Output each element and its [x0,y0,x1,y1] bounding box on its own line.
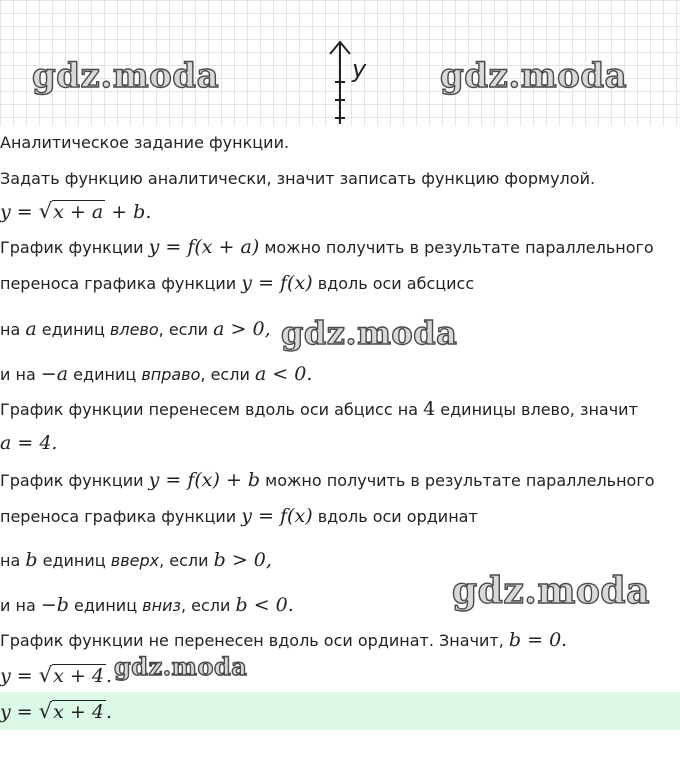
formula-lhs: y = [0,201,39,223]
text-line: a = 4. [0,432,58,454]
sqrt-expression: √x + a [38,199,104,223]
watermark-logo: gdz.moda [32,56,220,96]
text-line: График функции y = f(x) + b можно получить в результате параллельного [0,469,655,491]
text-line: переноса графика функции y = f(x) вдоль оси ординат [0,505,478,527]
text-line: на a единиц влево, если a > 0, [0,318,271,340]
answer-formula: y = √x + 4 . [0,699,112,723]
text-line: График функции перенесем вдоль оси абцисс на 4 единицы влево, значит [0,398,638,420]
watermark-logo: gdz.moda [114,652,248,681]
watermark-logo: gdz.moda [452,570,650,612]
sqrt-expression: √x + 4 [38,699,104,723]
y-axis-arrow [325,38,385,128]
formula-line [0,200,151,224]
sqrt-expression: √x + 4 [38,663,104,687]
formula-tail: + b. [105,201,152,223]
watermark-logo: gdz.moda [440,56,628,96]
text-line: График функции не перенесен вдоль оси ординат. Значит, b = 0. [0,629,568,651]
y-axis-label: y [352,55,367,83]
text-line: Задать функцию аналитически, значит записать функцию формулой. [0,169,596,188]
text-line: График функции y = f(x + a) можно получить в результате параллельного [0,236,654,258]
text-line: и на −a единиц вправо, если a < 0. [0,363,313,385]
text-line: на b единиц вверх, если b > 0, [0,549,272,571]
text-line: переноса графика функции y = f(x) вдоль оси абсцисс [0,272,475,294]
watermark-logo: gdz.moda [281,314,458,352]
text-line: и на −b единиц вниз, если b < 0. [0,594,294,616]
text-line: Аналитическое задание функции. [0,133,290,152]
formula-line: y = √x + 4 . [0,663,112,687]
